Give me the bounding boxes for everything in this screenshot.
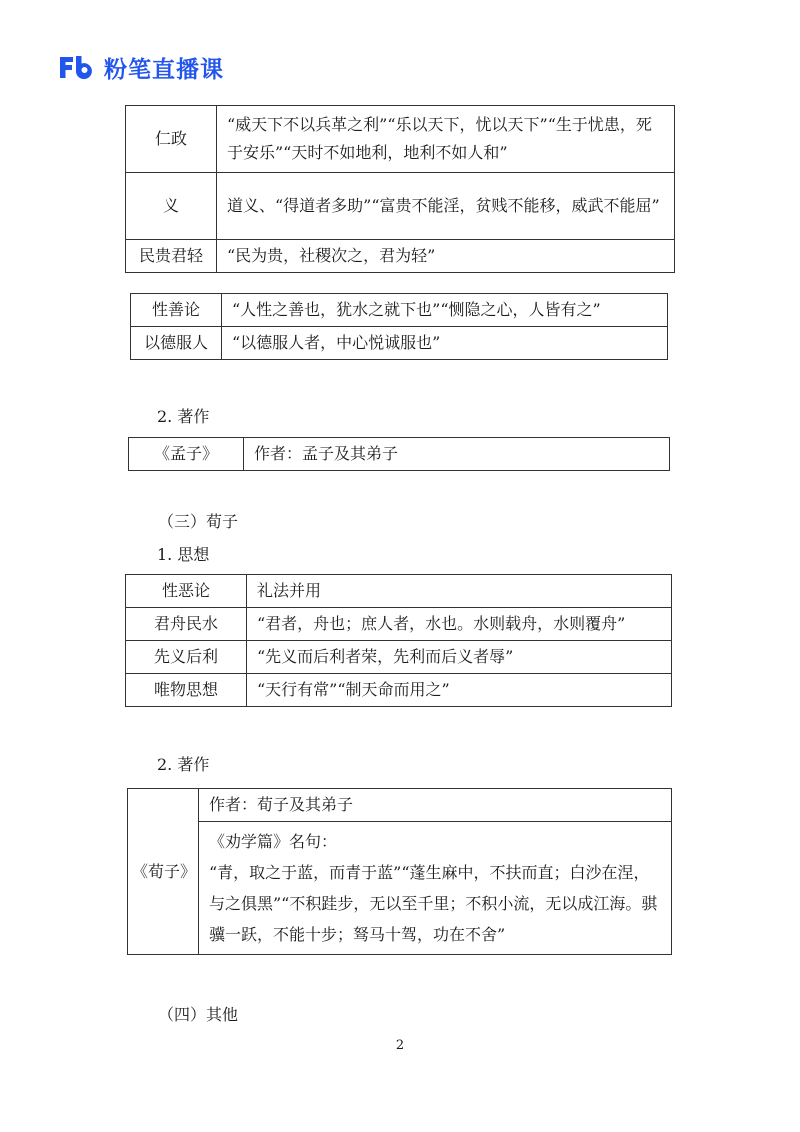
row-value: “人性之善也，犹水之就下也”“恻隐之心，人皆有之”: [222, 294, 668, 327]
quotes-text: “青，取之于蓝，而青于蓝”“蓬生麻中，不扶而直；白沙在涅，与之俱黑”“不积跬步，无以至千里；不积小流，无以成江海。骐骥一跃，不能十步；驽马十驾，功在不舍”: [209, 863, 658, 944]
table-row: [126, 575, 672, 608]
mencius-thought-table-1: [125, 105, 675, 273]
row-value: “威天下不以兵革之利”“乐以天下，忧以天下”“生于忧患，死于安乐”“天时不如地利，地利不如人和”: [217, 106, 675, 173]
row-value: “君者，舟也；庶人者，水也。水则载舟，水则覆舟”: [247, 608, 672, 641]
row-key: 以德服人: [131, 327, 222, 360]
row-value: “先义而后利者荣，先利而后义者辱”: [247, 641, 672, 674]
table-row: [131, 294, 668, 327]
row-key: 唯物思想: [126, 674, 247, 707]
row-value: “天行有常”“制天命而用之”: [247, 674, 672, 707]
brand-name: 粉笔直播课: [104, 56, 224, 83]
row-value: 作者：孟子及其弟子: [244, 438, 670, 471]
table-row: [126, 608, 672, 641]
row-key: 《荀子》: [128, 789, 199, 955]
row-key: 《孟子》: [129, 438, 244, 471]
table-row: [128, 789, 672, 822]
row-key: 仁政: [126, 106, 217, 173]
mencius-thought-table-2: [130, 293, 668, 360]
xunzi-thought-table: [125, 574, 672, 707]
table-row: [126, 106, 675, 173]
xunzi-heading: （三）荀子: [158, 512, 239, 531]
fb-logo-icon: [58, 53, 98, 81]
page-number: 2: [395, 1038, 405, 1053]
row-key: 民贵君轻: [126, 240, 217, 273]
row-value: 道义、“得道者多助”“富贵不能淫，贫贱不能移，威武不能屈”: [217, 173, 675, 240]
table-row: [131, 327, 668, 360]
row-key: 性善论: [131, 294, 222, 327]
mencius-works-table: [128, 437, 670, 471]
quotes-title: 《劝学篇》名句：: [209, 832, 338, 851]
table-row: [126, 173, 675, 240]
row-value: “民为贵，社稷次之，君为轻”: [217, 240, 675, 273]
xunzi-thought-heading: 1. 思想: [157, 545, 210, 564]
mencius-works-heading: 2. 著作: [157, 407, 210, 426]
xunzi-works-quotes: [199, 822, 672, 955]
row-key: 君舟民水: [126, 608, 247, 641]
xunzi-works-table: [127, 788, 672, 955]
brand-logo: [58, 50, 224, 84]
xunzi-works-author: 作者：荀子及其弟子: [199, 789, 672, 822]
others-heading: （四）其他: [158, 1005, 239, 1024]
xunzi-works-heading: 2. 著作: [157, 755, 210, 774]
row-value: 礼法并用: [247, 575, 672, 608]
table-row: [126, 641, 672, 674]
row-key: 先义后利: [126, 641, 247, 674]
row-value: “以德服人者，中心悦诚服也”: [222, 327, 668, 360]
table-row: [128, 822, 672, 955]
row-key: 性恶论: [126, 575, 247, 608]
table-row: [129, 438, 670, 471]
table-row: [126, 674, 672, 707]
row-key: 义: [126, 173, 217, 240]
table-row: [126, 240, 675, 273]
